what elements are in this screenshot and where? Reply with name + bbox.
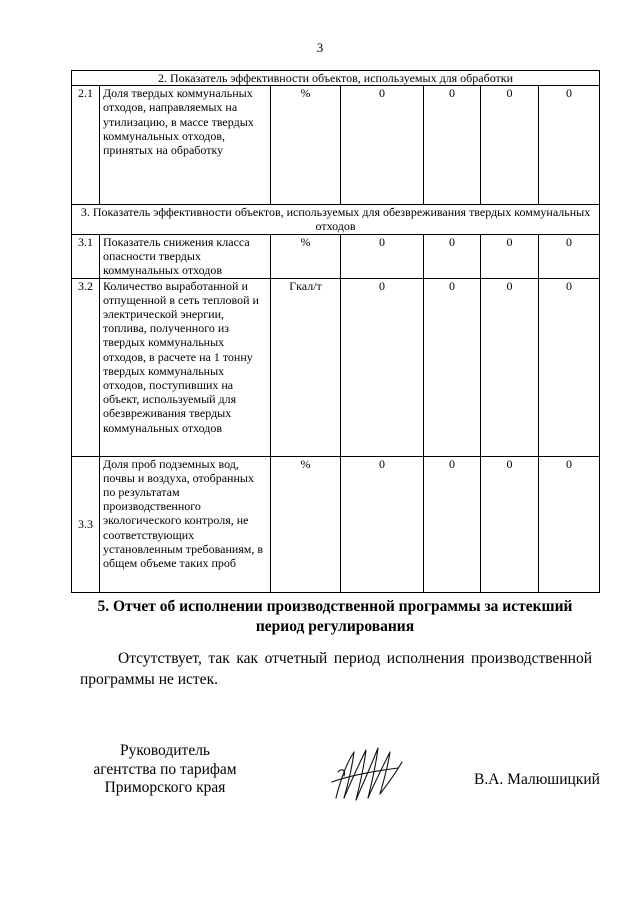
row-unit: % (271, 234, 341, 278)
row-value: 0 (341, 278, 424, 456)
row-unit: % (271, 456, 341, 592)
table-row (72, 234, 600, 278)
section-header-row (72, 71, 600, 86)
section-body-text: Отсутствует, так как отчетный период исполнения производственной программы не истек. (80, 650, 592, 688)
row-value: 0 (539, 456, 600, 592)
table-row (72, 456, 600, 592)
row-value: 0 (341, 456, 424, 592)
row-number: 3.2 (72, 278, 100, 456)
section-heading: 5. Отчет об исполнении производственной программы за истекший период регулирования (97, 598, 573, 635)
section-header-row (72, 205, 600, 234)
row-number: 2.1 (72, 86, 100, 205)
row-value: 0 (424, 456, 481, 592)
signatory-name: В.А. Малюшицкий (474, 771, 600, 788)
row-unit: % (271, 86, 341, 205)
row-value: 0 (481, 234, 539, 278)
row-number: 3.1 (72, 234, 100, 278)
row-description: Количество выработанной и отпущенной в сеть тепловой и электрической энергии, топлива, полученного из твердых коммунальных отходов, в расчете на 1 тонну твердых коммунальных отходов, поступивших на объект, используемый для обезвреживания твердых коммунальных отходов (100, 278, 271, 456)
row-unit: Гкал/т (271, 278, 341, 456)
section-title: 3. Показатель эффективности объектов, используемых для обезвреживания твердых коммунальных отходов (72, 205, 600, 234)
row-value: 0 (341, 234, 424, 278)
section-title: 2. Показатель эффективности объектов, используемых для обработки (72, 71, 600, 86)
row-description: Доля твердых коммунальных отходов, направляемых на утилизацию, в массе твердых коммунальных отходов, принятых на обработку (100, 86, 271, 205)
row-value: 0 (539, 234, 600, 278)
table-row (72, 278, 600, 456)
handwritten-signature (328, 742, 408, 804)
table-row (72, 86, 600, 205)
row-value: 0 (481, 278, 539, 456)
row-value: 0 (481, 86, 539, 205)
row-description: Показатель снижения класса опасности твердых коммунальных отходов (100, 234, 271, 278)
row-value: 0 (424, 278, 481, 456)
row-value: 0 (424, 86, 481, 205)
row-value: 0 (341, 86, 424, 205)
signatory-title (70, 742, 260, 798)
row-value: 0 (539, 278, 600, 456)
signatory-title-line: Приморского края (104, 779, 226, 796)
indicators-table (71, 70, 600, 593)
row-description: Доля проб подземных вод, почвы и воздуха, отобранных по результатам производственного экологического контроля, не соответствующих установленным требованиям, в общем объеме таких проб (100, 456, 271, 592)
row-value: 0 (539, 86, 600, 205)
signatory-title-line: Руководитель (119, 742, 211, 759)
row-value: 0 (481, 456, 539, 592)
page-number: 3 (316, 40, 324, 55)
row-number: 3.3 (72, 456, 100, 592)
row-value: 0 (424, 234, 481, 278)
signatory-title-line: агентства по тарифам (93, 760, 237, 778)
